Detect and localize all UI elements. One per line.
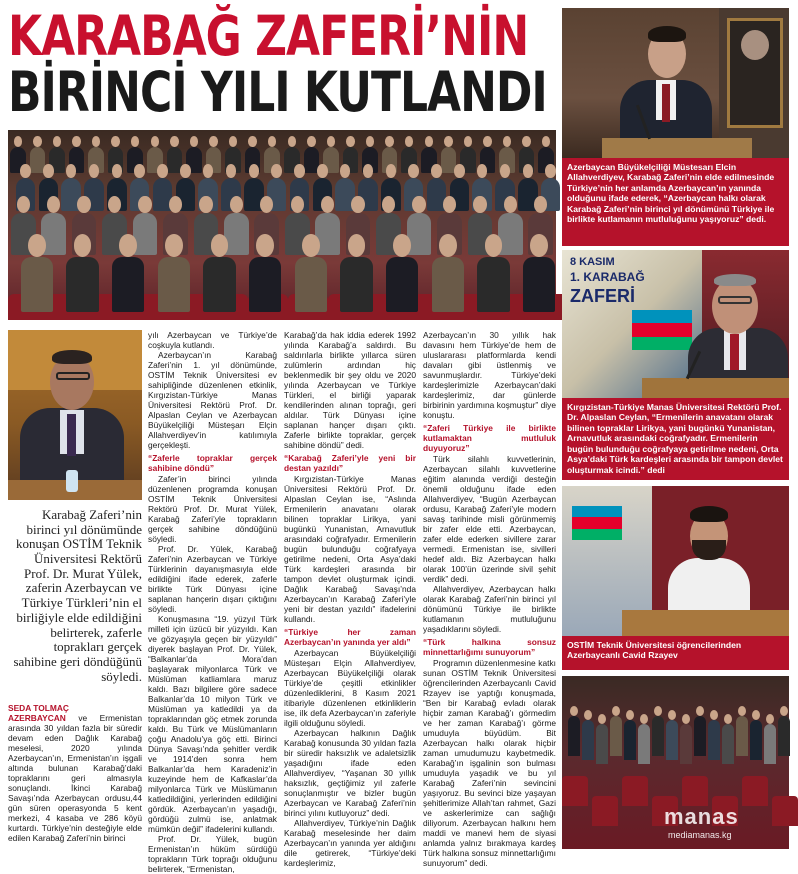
audience-head bbox=[268, 136, 276, 147]
audience-head bbox=[74, 234, 92, 257]
group-member bbox=[764, 724, 776, 764]
col4-p4: Programın düzenlenmesine katkı sunan OSTİM Teknik Üniversitesi öğrencilerinden Azerbaycanlı Cavid Rzayev ise yaptığı konuşmada, “Ben bir Karabağ evladı olarak hiçbir zaman Karabağ’ı görmedim ve her zaman Karabağ’ı görme umuduyla büyüdüm. Bit Azerbaycan halkı olarak hiçbir zaman umudumuzu kaybetmedik. Karabağ’ın işgalinin son bulması umuduyla yaşadık ve bu yıl Karabağ Zaferi’nin sevincini yaşıyoruz. Bu sevinci bize yaşayan şehitlerimize Allah’tan rahmet, Gazi ve askerlerimize can sağlığı diliyorum. Azerbaycan halkını hem maddi ve manevi hem de siyasi anlamda yalnız bırakmaya kardeş Türk halkına sonsuz minnettarlığımı sunuyorum” dedi. bbox=[423, 658, 556, 868]
audience-head bbox=[230, 196, 243, 213]
group-head bbox=[584, 710, 592, 720]
group-member bbox=[582, 720, 594, 760]
col3-subhead-1: “Karabağ Zaferi’yle yeni bir destan yazıldı” bbox=[284, 453, 416, 473]
group-member bbox=[708, 720, 720, 760]
audience-member bbox=[249, 257, 282, 312]
audience-head bbox=[473, 196, 486, 213]
audience-head bbox=[291, 196, 304, 213]
col1-p1: ve Ermenistan arasında 30 yıldan fazla bir süredir devam eden Dağlık Karabağ meselesi, 2020 yılında Azerbaycan’ın, Ermenistan’ın işgali altında bulunan Karabağ’daki topraklarını geri almasıyla sonuçlandı. İkinci Karabağ Savaşı’nda Azerbaycan ordusu,44 gün süren operasyonda 5 kent merkezi, 4 kasaba ve 286 köyü kurtardı. Türkiye’nin desteğiyle elde edilen Karabağ Zaferi’nin birinci bbox=[8, 713, 142, 843]
audience-head bbox=[408, 164, 419, 178]
audience-head bbox=[47, 196, 60, 213]
audience-head bbox=[249, 164, 260, 178]
audience-head bbox=[111, 136, 119, 147]
photo-murat-yulek bbox=[8, 330, 142, 500]
col4-p2: Türk silahlı kuvvetlerinin, Azerbaycan silahlı kuvvetlerine eğitim alanında verdiği desteğin önemli olduğunu ifade eden Allahverdiyev, “Bugün Azerbaycan ordusu, Karabağ Zaferi’yle modern savaş tarihinde misli görünmemiş bir zafer elde etti. Azerbaycan, zafer elde ederken sivillere zarar vermedi. Ermenistan ise, sivilleri hedef aldı. Biz Azerbaycan halkı olarak 100’ün üzerinde sivil şehit verdik” dedi. bbox=[423, 454, 556, 584]
audience-head bbox=[248, 136, 256, 147]
karabag-banner bbox=[562, 250, 702, 398]
flag-icon bbox=[572, 506, 622, 540]
audience-head bbox=[382, 196, 395, 213]
photo-cavid-rzayev bbox=[562, 486, 789, 636]
col4-subhead-2: “Türk halkına sonsuz minnettarlığımı sunuyorum” bbox=[423, 637, 556, 657]
audience-head bbox=[288, 136, 296, 147]
col3-p2: Kırgızistan-Türkiye Manas Üniversitesi Rektörü Prof. Dr. Alpaslan Ceylan ise, “Aslında Ermenilerin anavatanı olarak bilinen topraklar Lirikya, yani bugünkü Yunanistan, Arnavutluk arasındaki coğrafyadır. Ermenilerin bugün bulunduğu coğrafyaya getirilme nedeni, Orta Asya’daki Türk kardeşleri arasında bir tampon devlet oluşturmak içindi. Dağlık Karabağ Savaşı’nda Azerbaycan’ın Karabağ Zaferi’yle yeni bir destan yazıldı” ifadelerini kullandı. bbox=[284, 474, 416, 624]
photo-audience bbox=[8, 130, 556, 320]
audience-head bbox=[351, 196, 364, 213]
caption-ceylan: Kırgızistan-Türkiye Manas Üniversitesi Rektörü Prof. Dr. Alpaslan Ceylan, “Ermenilerin anavatanı olarak bilinen topraklar Lirikya, yani bugünkü Yunanistan, Arnavutluk arasındaki coğrafyadır. Ermenilerin bugün bulunduğu coğrafyaya getirilme nedeni, Orta Asya’daki Türk kardeşleri arasında bir tampon devlet oluşturmak icindi.” dedi bbox=[562, 398, 789, 480]
col4-subhead-1: “Zaferi Türkiye ile birlikte kutlamaktan mutluluk duyuyoruz” bbox=[423, 423, 556, 453]
col4-p3: Allahverdiyev, Azerbaycan halkı olarak Karabağ Zaferi’nin birinci yıl dönümünü Türkiye ile birlikte kutlamanın mutluluğunu yaşadıklarını söyledi. bbox=[423, 584, 556, 634]
audience-head bbox=[53, 136, 61, 147]
seat bbox=[592, 796, 618, 826]
audience-head bbox=[542, 136, 550, 147]
seat bbox=[682, 776, 708, 806]
audience-head bbox=[256, 234, 274, 257]
audience-head bbox=[211, 234, 229, 257]
audience-head bbox=[504, 196, 517, 213]
group-head bbox=[570, 706, 578, 716]
photo-elcin-allahverdiyev bbox=[562, 8, 789, 158]
col2-p1: yılı Azerbaycan ve Türkiye’de coşkuyla kutlandı. bbox=[148, 330, 277, 350]
audience-head bbox=[412, 196, 425, 213]
group-head bbox=[682, 714, 690, 724]
audience-head bbox=[363, 164, 374, 178]
audience-member bbox=[158, 257, 191, 312]
audience-head bbox=[66, 164, 77, 178]
audience-head bbox=[443, 196, 456, 213]
audience-member bbox=[523, 257, 556, 312]
audience-head bbox=[92, 136, 100, 147]
audience-head bbox=[294, 164, 305, 178]
group-head bbox=[626, 710, 634, 720]
col4-p1: Azerbaycan’ın 30 yıllık hak davasını hem Türkiye’de hem de uluslararası platformlarda kendi davaları gibi üstlenmiş ve savunmuşlardır. Türkiye’deki kardeşlerimizle Azerbaycan’daki kardeşlerimiz, dar günlerde birbirinin yardımına koşmuştur” diye konuştu. bbox=[423, 330, 556, 420]
audience-head bbox=[444, 136, 452, 147]
audience-head bbox=[119, 234, 137, 257]
audience-head bbox=[425, 136, 433, 147]
group-member bbox=[750, 720, 762, 760]
audience-head bbox=[157, 164, 168, 178]
group-head bbox=[696, 706, 704, 716]
audience-head bbox=[165, 234, 183, 257]
group-head bbox=[752, 710, 760, 720]
banner-line-2: 1. KARABAĞ bbox=[570, 270, 645, 284]
manas-url: mediamanas.kg bbox=[668, 830, 732, 840]
audience-head bbox=[464, 136, 472, 147]
audience-head bbox=[209, 136, 217, 147]
audience-head bbox=[151, 136, 159, 147]
column-1 bbox=[8, 703, 142, 843]
photo-alpaslan-ceylan bbox=[562, 250, 789, 398]
audience-head bbox=[346, 136, 354, 147]
col1-lead bbox=[8, 713, 142, 843]
audience-head bbox=[534, 196, 547, 213]
audience-member bbox=[66, 257, 99, 312]
col2-subhead-1: “Zaferle topraklar gerçek sahibine döndü” bbox=[148, 453, 277, 473]
audience-head bbox=[340, 164, 351, 178]
audience-head bbox=[439, 234, 457, 257]
audience-head bbox=[545, 164, 556, 178]
group-head bbox=[738, 706, 746, 716]
col2-p4: Prof. Dr. Yülek, Karabağ Zaferi’nin Azerbaycan ve Türkiye Türklerinin dayanışmasıyla elde edildiğini ifade ederek, zaferle birlikte Türk Dünyası içine saplanan hançerin dışarı çıktığını söyledi. bbox=[148, 544, 277, 614]
col2-p6: Prof. Dr. Yülek, bugün Ermenistan’ın hüküm sürdüğü toprakların Türk toprağı olduğunu belirterek, “Ermenistan, bbox=[148, 834, 277, 874]
manas-logo: manas bbox=[664, 804, 739, 829]
audience-member bbox=[477, 257, 510, 312]
column-3 bbox=[284, 330, 416, 868]
seat bbox=[772, 796, 798, 826]
seat bbox=[622, 776, 648, 806]
group-head bbox=[640, 714, 648, 724]
banner-line-3: ZAFERİ bbox=[570, 286, 635, 306]
audience-head bbox=[14, 136, 22, 147]
seat bbox=[742, 776, 768, 806]
audience-head bbox=[77, 196, 90, 213]
audience-head bbox=[405, 136, 413, 147]
audience-head bbox=[348, 234, 366, 257]
group-head bbox=[780, 706, 788, 716]
banner-line-1: 8 KASIM bbox=[570, 256, 615, 268]
audience-member bbox=[112, 257, 145, 312]
col3-p4: Azerbaycan halkının Dağlık Karabağ konusunda 30 yıldan fazla bir süredir haksızlık ve adaletsizlik yaşadığını ifade eden Allahverdiyev, “Yaşanan 30 yıllık haksızlık, geçtiğimiz yıl zaferle sonuçlanmıştır ve bizler bugün Azerbaycan ve Karabağ Zaferi’nin birinci yılını kutluyoruz” dedi. bbox=[284, 728, 416, 818]
group-head bbox=[654, 706, 662, 716]
headline-line-2: BİRİNCİ YILI KUTLANDI bbox=[8, 61, 547, 125]
headline-line-1: KARABAĞ ZAFERİ’NİN bbox=[8, 5, 529, 69]
audience-head bbox=[33, 136, 41, 147]
col3-subhead-2: “Türkiye her zaman Azerbaycan’ın yanında yer aldı” bbox=[284, 627, 416, 647]
audience-head bbox=[317, 164, 328, 178]
group-head bbox=[724, 714, 732, 724]
audience-head bbox=[500, 164, 511, 178]
flag-icon bbox=[632, 310, 692, 350]
audience-head bbox=[89, 164, 100, 178]
audience-head bbox=[28, 234, 46, 257]
group-member bbox=[778, 716, 790, 756]
audience-head bbox=[169, 196, 182, 213]
audience-head bbox=[170, 136, 178, 147]
dateline: AZERBAYCAN bbox=[8, 713, 66, 723]
caption-cavid: OSTİM Teknik Üniversitesi öğrencilerinden Azerbaycanlı Cavid Rzayev bbox=[562, 636, 789, 670]
audience-head bbox=[190, 136, 198, 147]
col3-p1: Karabağ’da hak iddia ederek 1992 yılında Karabağ’a saldırdı. Bu saldırılarla birlikte yıllarca süren zulümlerin ardından hiç beklenmedik bir şey oldu ve 2020 yılında Azerbaycan ve Türkiye Türkleri, el birliği yaparak kendilerinden alınan toprağı, geri aldılar. Türk Dünyası içine saplanan hançer dışarı çıktı. Zaferle birlikte topraklar, gerçek sahibine döndü” dedi. bbox=[284, 330, 416, 450]
col2-p3: Zafer’in birinci yılında düzenlenen programda konuşan OSTİM Teknik Üniversitesi Rektörü Prof. Dr. Murat Yülek, Karabağ Zaferi’yle toprakların gerçek sahibine döndüğünü söyledi. bbox=[148, 474, 277, 544]
group-head bbox=[668, 710, 676, 720]
audience-member bbox=[432, 257, 465, 312]
audience-head bbox=[477, 164, 488, 178]
col3-p3: Azerbaycan Büyükelçiliği Müsteşarı Elçin Allahverdiyev, Azerbaycan Büyükelçiliği olarak Türkiye’de çeşitli etkinlikler düzenlediklerini, 8 Kasım 2021 itibariyle düzenlenen etkinliklerin ise, ilk defa Azerbaycan’ın zaferiyle ilgili olduğunu söyledi. bbox=[284, 648, 416, 728]
group-member bbox=[568, 716, 580, 756]
audience-head bbox=[523, 164, 534, 178]
audience-head bbox=[271, 164, 282, 178]
group-head bbox=[766, 714, 774, 724]
audience-member bbox=[386, 257, 419, 312]
audience-head bbox=[385, 136, 393, 147]
audience-head bbox=[199, 196, 212, 213]
caption-elcin: Azerbaycan Büyükelçiliği Müstesarı Elcin Allahverdiyev, Karabağ Zaferi’nin elde edilmesinde Türkiye’nin her anlamda Azerbaycan’ın yanında olduğunu ifade ederek, “Azerbaycan halkı olarak Karabağ Zaferi’nin birinci yıl dönümünü Türkiye ile birlikte kutlamanın mutluluğunu yaşıyoruz” dedi. bbox=[562, 158, 789, 246]
group-member bbox=[680, 724, 692, 764]
audience-head bbox=[307, 136, 315, 147]
audience-head bbox=[485, 234, 503, 257]
group-member bbox=[610, 716, 622, 756]
audience-head bbox=[17, 196, 30, 213]
group-member bbox=[596, 724, 608, 764]
group-member bbox=[736, 716, 748, 756]
column-4 bbox=[423, 330, 556, 868]
column-2 bbox=[148, 330, 277, 874]
group-member bbox=[694, 716, 706, 756]
seat bbox=[562, 776, 588, 806]
group-member bbox=[638, 724, 650, 764]
audience-head bbox=[203, 164, 214, 178]
group-head bbox=[598, 714, 606, 724]
col2-p2: Azerbaycan’ın Karabağ Zaferi’nin 1. yıl dönümünde, OSTİM Teknik Üniversitesi ev sahipliğinde düzenlenen etkinlik, Kırgızistan-Türkiye Manas Üniversitesi Rektörü Prof. Dr. Alpaslan Ceylan ve Azerbaycan Büyükelçiliği Müsteşarı Elçin Allahverdiyev’in katılımıyla gerçekleşti. bbox=[148, 350, 277, 450]
audience-head bbox=[131, 136, 139, 147]
audience-member bbox=[21, 257, 54, 312]
group-head bbox=[612, 706, 620, 716]
group-head bbox=[710, 710, 718, 720]
audience-head bbox=[522, 136, 530, 147]
col3-p5: Allahverdiyev, Türkiye’nin Dağlık Karabağ meselesinde her daim Azerbaycan’ın yanında yer aldığını dile getirerek, “Türkiye’deki kardeşlerimiz, bbox=[284, 818, 416, 868]
group-member bbox=[652, 716, 664, 756]
pull-quote: Karabağ Zaferi’nin birinci yıl dönümünde konuşan OSTİM Teknik Üniversitesi Rektörü Prof. Dr. Murat Yülek, zaferin Azerbaycan ve Türkiye Türkleri’nin el birliğiyle elde edildiğini belirterek, zaferle toprakları gerçek sahibine geri döndüğünü söyledi. bbox=[13, 507, 142, 684]
audience-head bbox=[321, 196, 334, 213]
audience-head bbox=[454, 164, 465, 178]
audience-head bbox=[138, 196, 151, 213]
audience-head bbox=[108, 196, 121, 213]
byline: SEDA TOLMAÇ bbox=[8, 703, 69, 713]
audience-head bbox=[431, 164, 442, 178]
audience-head bbox=[327, 136, 335, 147]
audience-member bbox=[295, 257, 328, 312]
audience-member bbox=[340, 257, 373, 312]
audience-head bbox=[260, 196, 273, 213]
audience-head bbox=[72, 136, 80, 147]
audience-head bbox=[386, 164, 397, 178]
audience-head bbox=[503, 136, 511, 147]
audience-head bbox=[226, 164, 237, 178]
col2-p5: Konuşmasına “19. yüzyıl Türk milleti için üzücü bir yüzyıldı. Kan ve gözyaşıyla geçen bir yüzyıldı” diyerek başlayan Prof. Dr. Yülek, “Balkanlar’da Mora’dan başlayarak milyonlarca Türk ve Müslüman katliamlara maruz kaldı. Bazı bilgilere göre sadece Balkanlar’da 10 milyon Türk ve Müslüman ya katledildi ya da topraklarından göç etmek zorunda kaldı. Bu Türk ve Müslümanların çoğu Anadolu’ya göç etti. Birinci Dünya Savaşı’nda şehitler verdik ve 1914’den sonra hem Balkanlar’da hem Karadeniz’in kuzeyinde hem de Kafkaslar’da milyonlarca Türk ve Müslümanın katledildiğini, yerlerinden edildiğini gördük. Azerbaycan’ın yaşadığı, gördüğü zulmü ise, anlatmak mümkün değil” ifadelerini kullandı. bbox=[148, 614, 277, 834]
audience-head bbox=[393, 234, 411, 257]
audience-member bbox=[203, 257, 236, 312]
group-member bbox=[666, 720, 678, 760]
audience-head bbox=[530, 234, 548, 257]
group-member bbox=[624, 720, 636, 760]
audience-head bbox=[20, 164, 31, 178]
audience-head bbox=[229, 136, 237, 147]
group-member bbox=[722, 724, 734, 764]
audience-head bbox=[180, 164, 191, 178]
audience-head bbox=[366, 136, 374, 147]
audience-head bbox=[134, 164, 145, 178]
audience-head bbox=[483, 136, 491, 147]
audience-head bbox=[302, 234, 320, 257]
audience-head bbox=[112, 164, 123, 178]
audience-head bbox=[43, 164, 54, 178]
